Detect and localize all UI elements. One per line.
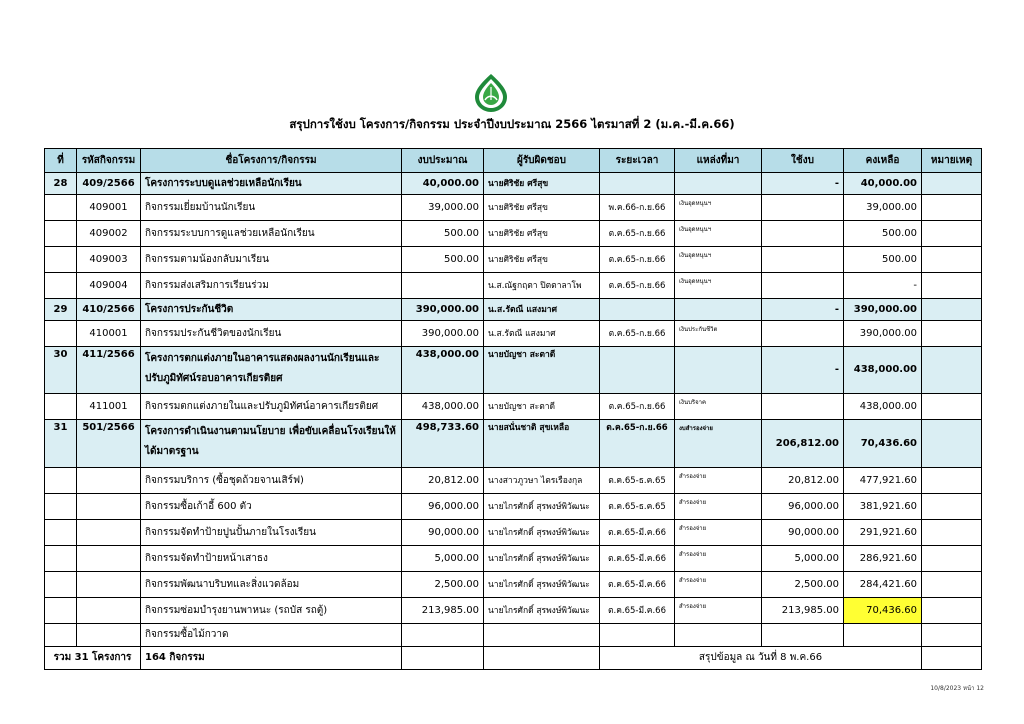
activity-budget bbox=[402, 273, 484, 299]
activity-code: 411001 bbox=[77, 394, 141, 420]
activity-remaining: 39,000.00 bbox=[844, 195, 922, 221]
col-header-note: หมายเหตุ bbox=[922, 149, 982, 173]
activity-used bbox=[762, 321, 844, 347]
activity-code: 409004 bbox=[77, 273, 141, 299]
activity-source: เงินอุดหนุนฯ bbox=[675, 221, 762, 247]
project-remaining: 70,436.60 bbox=[844, 420, 922, 468]
col-header-code: รหัสกิจกรรม bbox=[77, 149, 141, 173]
table-row bbox=[45, 546, 982, 572]
activity-code: 409001 bbox=[77, 195, 141, 221]
activity-name: กิจกรรมตามน้องกลับมาเรียน bbox=[141, 247, 402, 273]
project-used: - bbox=[762, 173, 844, 195]
activity-used: 90,000.00 bbox=[762, 520, 844, 546]
project-used: - bbox=[762, 299, 844, 321]
col-header-source: แหล่งที่มา bbox=[675, 149, 762, 173]
activity-responsible: นายศิริชัย ศรีสุข bbox=[484, 221, 600, 247]
activity-period: ต.ค.65-ก.ย.66 bbox=[600, 221, 675, 247]
activity-remaining: 390,000.00 bbox=[844, 321, 922, 347]
activity-source: สำรองจ่าย bbox=[675, 546, 762, 572]
activity-used bbox=[762, 394, 844, 420]
project-period bbox=[600, 347, 675, 394]
activity-remaining: 438,000.00 bbox=[844, 394, 922, 420]
project-no: 29 bbox=[45, 299, 77, 321]
project-note bbox=[922, 347, 982, 394]
budget-table bbox=[44, 148, 982, 670]
project-name: โครงการตกแต่งภายในอาคารแสดงผลงานนักเรียนและปรับภูมิทัศน์รอบอาคารเกียรติยศ bbox=[141, 347, 402, 394]
project-row bbox=[45, 347, 982, 394]
activity-remaining: 284,421.60 bbox=[844, 572, 922, 598]
activity-name: กิจกรรมซื้อเก้าอี้ 600 ตัว bbox=[141, 494, 402, 520]
activity-budget: 5,000.00 bbox=[402, 546, 484, 572]
project-no: 28 bbox=[45, 173, 77, 195]
project-note bbox=[922, 173, 982, 195]
total-activities: 164 กิจกรรม bbox=[141, 647, 402, 670]
project-period bbox=[600, 173, 675, 195]
project-row bbox=[45, 173, 982, 195]
activity-name: กิจกรรมเยี่ยมบ้านนักเรียน bbox=[141, 195, 402, 221]
activity-responsible: น.ส.รัตณี แสงมาศ bbox=[484, 321, 600, 347]
activity-remaining: 286,921.60 bbox=[844, 546, 922, 572]
project-responsible: นายสนั่นชาติ สุขเหลือ bbox=[484, 420, 600, 468]
activity-budget: 96,000.00 bbox=[402, 494, 484, 520]
table-row bbox=[45, 468, 982, 494]
activity-budget: 39,000.00 bbox=[402, 195, 484, 221]
activity-budget: 500.00 bbox=[402, 221, 484, 247]
activity-period: ต.ค.65-มี.ค.66 bbox=[600, 520, 675, 546]
project-name: โครงการระบบดูแลช่วยเหลือนักเรียน bbox=[141, 173, 402, 195]
activity-remaining: 381,921.60 bbox=[844, 494, 922, 520]
activity-code: 409003 bbox=[77, 247, 141, 273]
activity-source: สำรองจ่าย bbox=[675, 494, 762, 520]
activity-code: 410001 bbox=[77, 321, 141, 347]
activity-used bbox=[762, 273, 844, 299]
activity-used: 5,000.00 bbox=[762, 546, 844, 572]
project-code: 411/2566 bbox=[77, 347, 141, 394]
col-header-used: ใช้งบ bbox=[762, 149, 844, 173]
project-code: 501/2566 bbox=[77, 420, 141, 468]
activity-period: ต.ค.65-มี.ค.66 bbox=[600, 598, 675, 624]
project-remaining: 438,000.00 bbox=[844, 347, 922, 394]
activity-name: กิจกรรมระบบการดูแลช่วยเหลือนักเรียน bbox=[141, 221, 402, 247]
activity-responsible: นายไกรศักดิ์ สุรพงษ์พิวัฒนะ bbox=[484, 494, 600, 520]
table-row bbox=[45, 624, 982, 647]
activity-period: พ.ค.66-ก.ย.66 bbox=[600, 195, 675, 221]
project-responsible: นายศิริชัย ศรีสุข bbox=[484, 173, 600, 195]
table-row bbox=[45, 247, 982, 273]
table-row bbox=[45, 598, 982, 624]
table-row bbox=[45, 273, 982, 299]
activity-budget: 2,500.00 bbox=[402, 572, 484, 598]
activity-remaining: 500.00 bbox=[844, 221, 922, 247]
project-source: งบสำรองจ่าย bbox=[675, 420, 762, 468]
col-header-name: ชื่อโครงการ/กิจกรรม bbox=[141, 149, 402, 173]
activity-name: กิจกรรมซ่อมบำรุงยานพาหนะ (รถบัส รถตู้) bbox=[141, 598, 402, 624]
project-period bbox=[600, 299, 675, 321]
page-stamp: 10/8/2023 หน้า 12 bbox=[930, 685, 984, 692]
col-header-no: ที่ bbox=[45, 149, 77, 173]
activity-remaining: 500.00 bbox=[844, 247, 922, 273]
activity-period: ต.ค.65-ก.ย.66 bbox=[600, 247, 675, 273]
activity-remaining-highlighted: 70,436.60 bbox=[844, 598, 922, 624]
table-row bbox=[45, 494, 982, 520]
activity-code: 409002 bbox=[77, 221, 141, 247]
table-row bbox=[45, 520, 982, 546]
project-no: 31 bbox=[45, 420, 77, 468]
col-header-responsible: ผู้รับผิดชอบ bbox=[484, 149, 600, 173]
activity-responsible: นายศิริชัย ศรีสุข bbox=[484, 247, 600, 273]
activity-budget: 438,000.00 bbox=[402, 394, 484, 420]
project-remaining: 40,000.00 bbox=[844, 173, 922, 195]
activity-name: กิจกรรมซื้อไม้กวาด bbox=[141, 624, 402, 647]
project-note bbox=[922, 299, 982, 321]
activity-used bbox=[762, 195, 844, 221]
activity-used: 2,500.00 bbox=[762, 572, 844, 598]
activity-budget: 500.00 bbox=[402, 247, 484, 273]
page-title: สรุปการใช้งบ โครงการ/กิจกรรม ประจำปีงบประมาณ 2566 ไตรมาสที่ 2 (ม.ค.-มี.ค.66) bbox=[289, 117, 735, 131]
activity-period: ต.ค.65-ธ.ค.65 bbox=[600, 494, 675, 520]
activity-responsible: นายไกรศักดิ์ สุรพงษ์พิวัฒนะ bbox=[484, 572, 600, 598]
activity-remaining: 291,921.60 bbox=[844, 520, 922, 546]
activity-name: กิจกรรมบริการ (ซื้อชุดถ้วยจานเสิร์ฟ) bbox=[141, 468, 402, 494]
project-row bbox=[45, 420, 982, 468]
table-row bbox=[45, 195, 982, 221]
project-name: โครงการดำเนินงานตามนโยบาย เพื่อขับเคลื่อนโรงเรียนให้ได้มาตรฐาน bbox=[141, 420, 402, 468]
activity-source: สำรองจ่าย bbox=[675, 572, 762, 598]
activity-used: 213,985.00 bbox=[762, 598, 844, 624]
project-responsible: นายบัญชา สะตาดี bbox=[484, 347, 600, 394]
project-budget: 390,000.00 bbox=[402, 299, 484, 321]
table-row bbox=[45, 321, 982, 347]
project-budget: 438,000.00 bbox=[402, 347, 484, 394]
project-row bbox=[45, 299, 982, 321]
activity-used: 20,812.00 bbox=[762, 468, 844, 494]
table-row bbox=[45, 572, 982, 598]
activity-responsible: นายศิริชัย ศรีสุข bbox=[484, 195, 600, 221]
project-source bbox=[675, 347, 762, 394]
activity-responsible: นายไกรศักดิ์ สุรพงษ์พิวัฒนะ bbox=[484, 546, 600, 572]
activity-source: เงินอุดหนุนฯ bbox=[675, 273, 762, 299]
activity-responsible: น.ส.ณัฐกฤตา ปิตตาลาโพ bbox=[484, 273, 600, 299]
activity-name: กิจกรรมจัดทำป้ายปูนปั้นภายในโรงเรียน bbox=[141, 520, 402, 546]
activity-used bbox=[762, 221, 844, 247]
activity-budget: 213,985.00 bbox=[402, 598, 484, 624]
table-row bbox=[45, 394, 982, 420]
project-code: 410/2566 bbox=[77, 299, 141, 321]
activity-source: เงินบริจาค bbox=[675, 394, 762, 420]
project-period: ต.ค.65-ก.ย.66 bbox=[600, 420, 675, 468]
table-header-row bbox=[45, 149, 982, 173]
school-logo bbox=[473, 73, 509, 113]
activity-source: เงินอุดหนุนฯ bbox=[675, 247, 762, 273]
activity-source: สำรองจ่าย bbox=[675, 598, 762, 624]
project-code: 409/2566 bbox=[77, 173, 141, 195]
table-row bbox=[45, 221, 982, 247]
activity-remaining: 477,921.60 bbox=[844, 468, 922, 494]
activity-responsible: นายบัญชา สะตาดี bbox=[484, 394, 600, 420]
activity-budget: 20,812.00 bbox=[402, 468, 484, 494]
activity-name: กิจกรรมพัฒนาบริบทและสิ่งแวดล้อม bbox=[141, 572, 402, 598]
activity-period: ต.ค.65-มี.ค.66 bbox=[600, 546, 675, 572]
total-projects: รวม 31 โครงการ bbox=[45, 647, 141, 670]
project-used: - bbox=[762, 347, 844, 394]
summary-row bbox=[45, 647, 982, 670]
activity-period: ต.ค.65-มี.ค.66 bbox=[600, 572, 675, 598]
activity-name: กิจกรรมตกแต่งภายในและปรับภูมิทัศน์อาคารเกียรติยศ bbox=[141, 394, 402, 420]
activity-used: 96,000.00 bbox=[762, 494, 844, 520]
col-header-budget: งบประมาณ bbox=[402, 149, 484, 173]
activity-name: กิจกรรมประกันชีวิตของนักเรียน bbox=[141, 321, 402, 347]
project-source bbox=[675, 299, 762, 321]
project-budget: 498,733.60 bbox=[402, 420, 484, 468]
activity-responsible: นายไกรศักดิ์ สุรพงษ์พิวัฒนะ bbox=[484, 598, 600, 624]
project-source bbox=[675, 173, 762, 195]
activity-source: สำรองจ่าย bbox=[675, 468, 762, 494]
activity-name: กิจกรรมส่งเสริมการเรียนร่วม bbox=[141, 273, 402, 299]
activity-period: ต.ค.65-ก.ย.66 bbox=[600, 394, 675, 420]
activity-source: เงินประกันชีวิต bbox=[675, 321, 762, 347]
summary-date: สรุปข้อมูล ณ วันที่ 8 พ.ค.66 bbox=[600, 647, 922, 670]
activity-responsible: นายไกรศักดิ์ สุรพงษ์พิวัฒนะ bbox=[484, 520, 600, 546]
project-no: 30 bbox=[45, 347, 77, 394]
activity-budget: 90,000.00 bbox=[402, 520, 484, 546]
project-name: โครงการประกันชีวิต bbox=[141, 299, 402, 321]
activity-remaining: - bbox=[844, 273, 922, 299]
activity-used bbox=[762, 247, 844, 273]
activity-name: กิจกรรมจัดทำป้ายหน้าเสาธง bbox=[141, 546, 402, 572]
project-used: 206,812.00 bbox=[762, 420, 844, 468]
project-note bbox=[922, 420, 982, 468]
project-responsible: น.ส.รัตณี แสงมาศ bbox=[484, 299, 600, 321]
activity-responsible: นางสาวภูวษา ไตรเรืองกุล bbox=[484, 468, 600, 494]
col-header-period: ระยะเวลา bbox=[600, 149, 675, 173]
activity-period: ต.ค.65-ธ.ค.65 bbox=[600, 468, 675, 494]
activity-period: ต.ค.65-ก.ย.66 bbox=[600, 321, 675, 347]
activity-source: เงินอุดหนุนฯ bbox=[675, 195, 762, 221]
activity-source: สำรองจ่าย bbox=[675, 520, 762, 546]
col-header-remaining: คงเหลือ bbox=[844, 149, 922, 173]
project-remaining: 390,000.00 bbox=[844, 299, 922, 321]
project-budget: 40,000.00 bbox=[402, 173, 484, 195]
activity-budget: 390,000.00 bbox=[402, 321, 484, 347]
activity-period: ต.ค.65-ก.ย.66 bbox=[600, 273, 675, 299]
